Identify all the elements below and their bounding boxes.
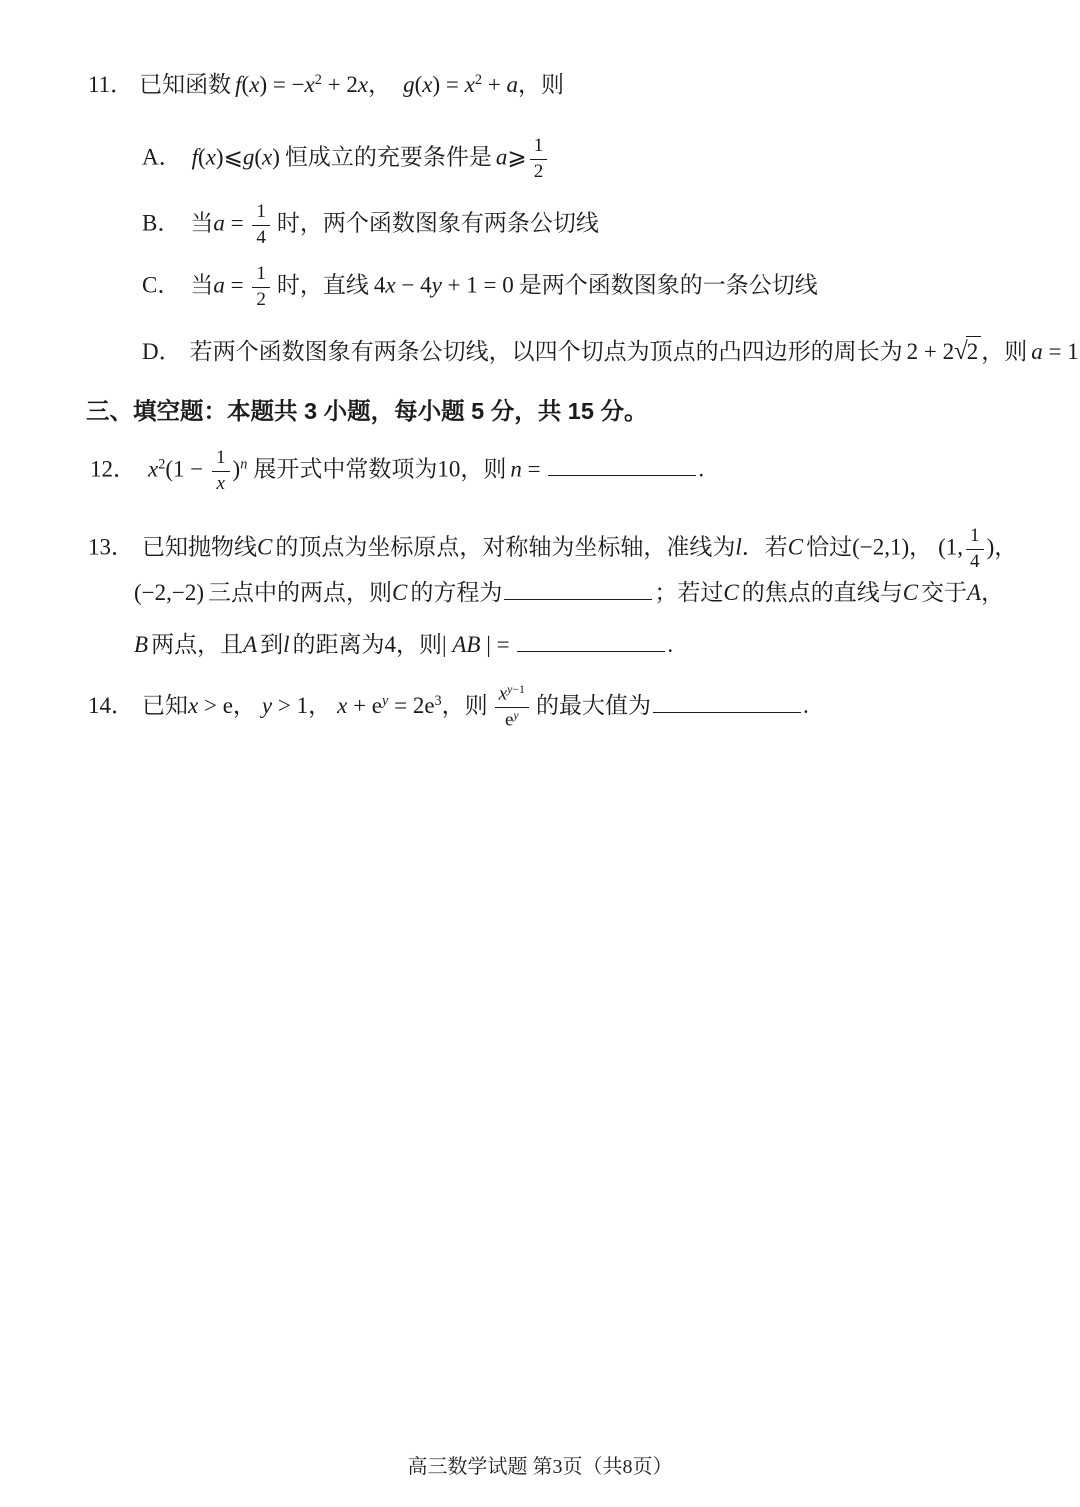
fraction: $\frac{1}{4}$ bbox=[966, 524, 984, 574]
question-12: 12． $x^2(1$ − $\frac{1}{x}$ )$^n$ 展开式中常数项为10，则 n = . bbox=[90, 446, 704, 496]
q11-option-c: C． 当a = $\frac{1}{2}$ 时，直线 4x − 4y + 1 = 0 是两个函数图象的一条公切线 bbox=[142, 262, 818, 312]
superscript: 2 bbox=[474, 72, 482, 89]
q14-answer-blank bbox=[653, 692, 801, 713]
q13-answer-blank-2 bbox=[517, 631, 665, 652]
fraction: $\frac{1}{4}$ bbox=[252, 200, 270, 250]
question-number: 12． bbox=[90, 456, 136, 482]
fraction: $\frac{1}{x}$ bbox=[212, 446, 230, 496]
question-number: 13． bbox=[88, 534, 134, 560]
fraction: $\frac{1}{2}$ bbox=[252, 262, 270, 312]
option-letter: D． bbox=[142, 339, 182, 364]
option-letter: C． bbox=[142, 272, 181, 298]
question-13-line1: 13． 已知抛物线C 的顶点为坐标原点，对称轴为坐标轴，准线为l．若C 恰过(−2,1)， (1, $\frac{1}{4}$ )， bbox=[88, 524, 1017, 574]
section-3-header: 三、填空题：本题共 3 小题，每小题 5 分，共 15 分。 bbox=[86, 398, 648, 424]
superscript: 3 bbox=[434, 692, 442, 709]
question-number: 11． bbox=[88, 72, 134, 97]
superscript: y bbox=[382, 692, 389, 709]
page-footer: 高三数学试题 第3页（共8页） bbox=[407, 1456, 673, 1478]
superscript: y bbox=[513, 708, 519, 723]
sqrt-radical: √2 bbox=[954, 339, 981, 364]
fraction: $\frac{1}{2}$ bbox=[530, 134, 548, 184]
option-letter: A． bbox=[142, 144, 182, 170]
superscript: 2 bbox=[314, 72, 322, 89]
q13-answer-blank-1 bbox=[504, 579, 652, 600]
radical-sign: √ bbox=[954, 338, 968, 365]
question-13-line2: (−2,−2) 三点中的两点，则C 的方程为 ；若过C 的焦点的直线与C 交于A， bbox=[134, 580, 1005, 605]
question-number: 14． bbox=[88, 692, 134, 718]
q11-option-a: A． f(x)⩽g(x) 恒成立的充要条件是 a⩾ $\frac{1}{2}$ bbox=[142, 134, 550, 184]
option-letter: B． bbox=[142, 210, 181, 236]
q11-option-d: D． 若两个函数图象有两条公切线，以四个切点为顶点的凸四边形的周长为 2 + 2√2 ，则 a = 1 bbox=[142, 336, 1079, 369]
q12-answer-blank bbox=[548, 455, 696, 476]
question-13-line3: B 两点，且A 到l 的距离为4，则| AB | = . bbox=[134, 632, 674, 657]
question-14: 14． 已知x > e， y > 1， $x + e^y = 2e^3$，则 $\frac{x^{y-1}}{e^y}$ 的最大值为 . bbox=[88, 682, 809, 733]
q11-option-b: B． 当a = $\frac{1}{4}$ 时，两个函数图象有两条公切线 bbox=[142, 200, 599, 250]
superscript: 2 bbox=[158, 456, 166, 473]
question-11-stem: 11． 已知函数 $f(x) = -x^2 + 2x$， $g(x) = x^2 + a$，则 bbox=[88, 72, 564, 97]
superscript: n bbox=[240, 456, 248, 473]
superscript: y−1 bbox=[507, 682, 525, 696]
q14-fraction: $\frac{x^{y-1}}{e^y}$ bbox=[495, 682, 529, 733]
